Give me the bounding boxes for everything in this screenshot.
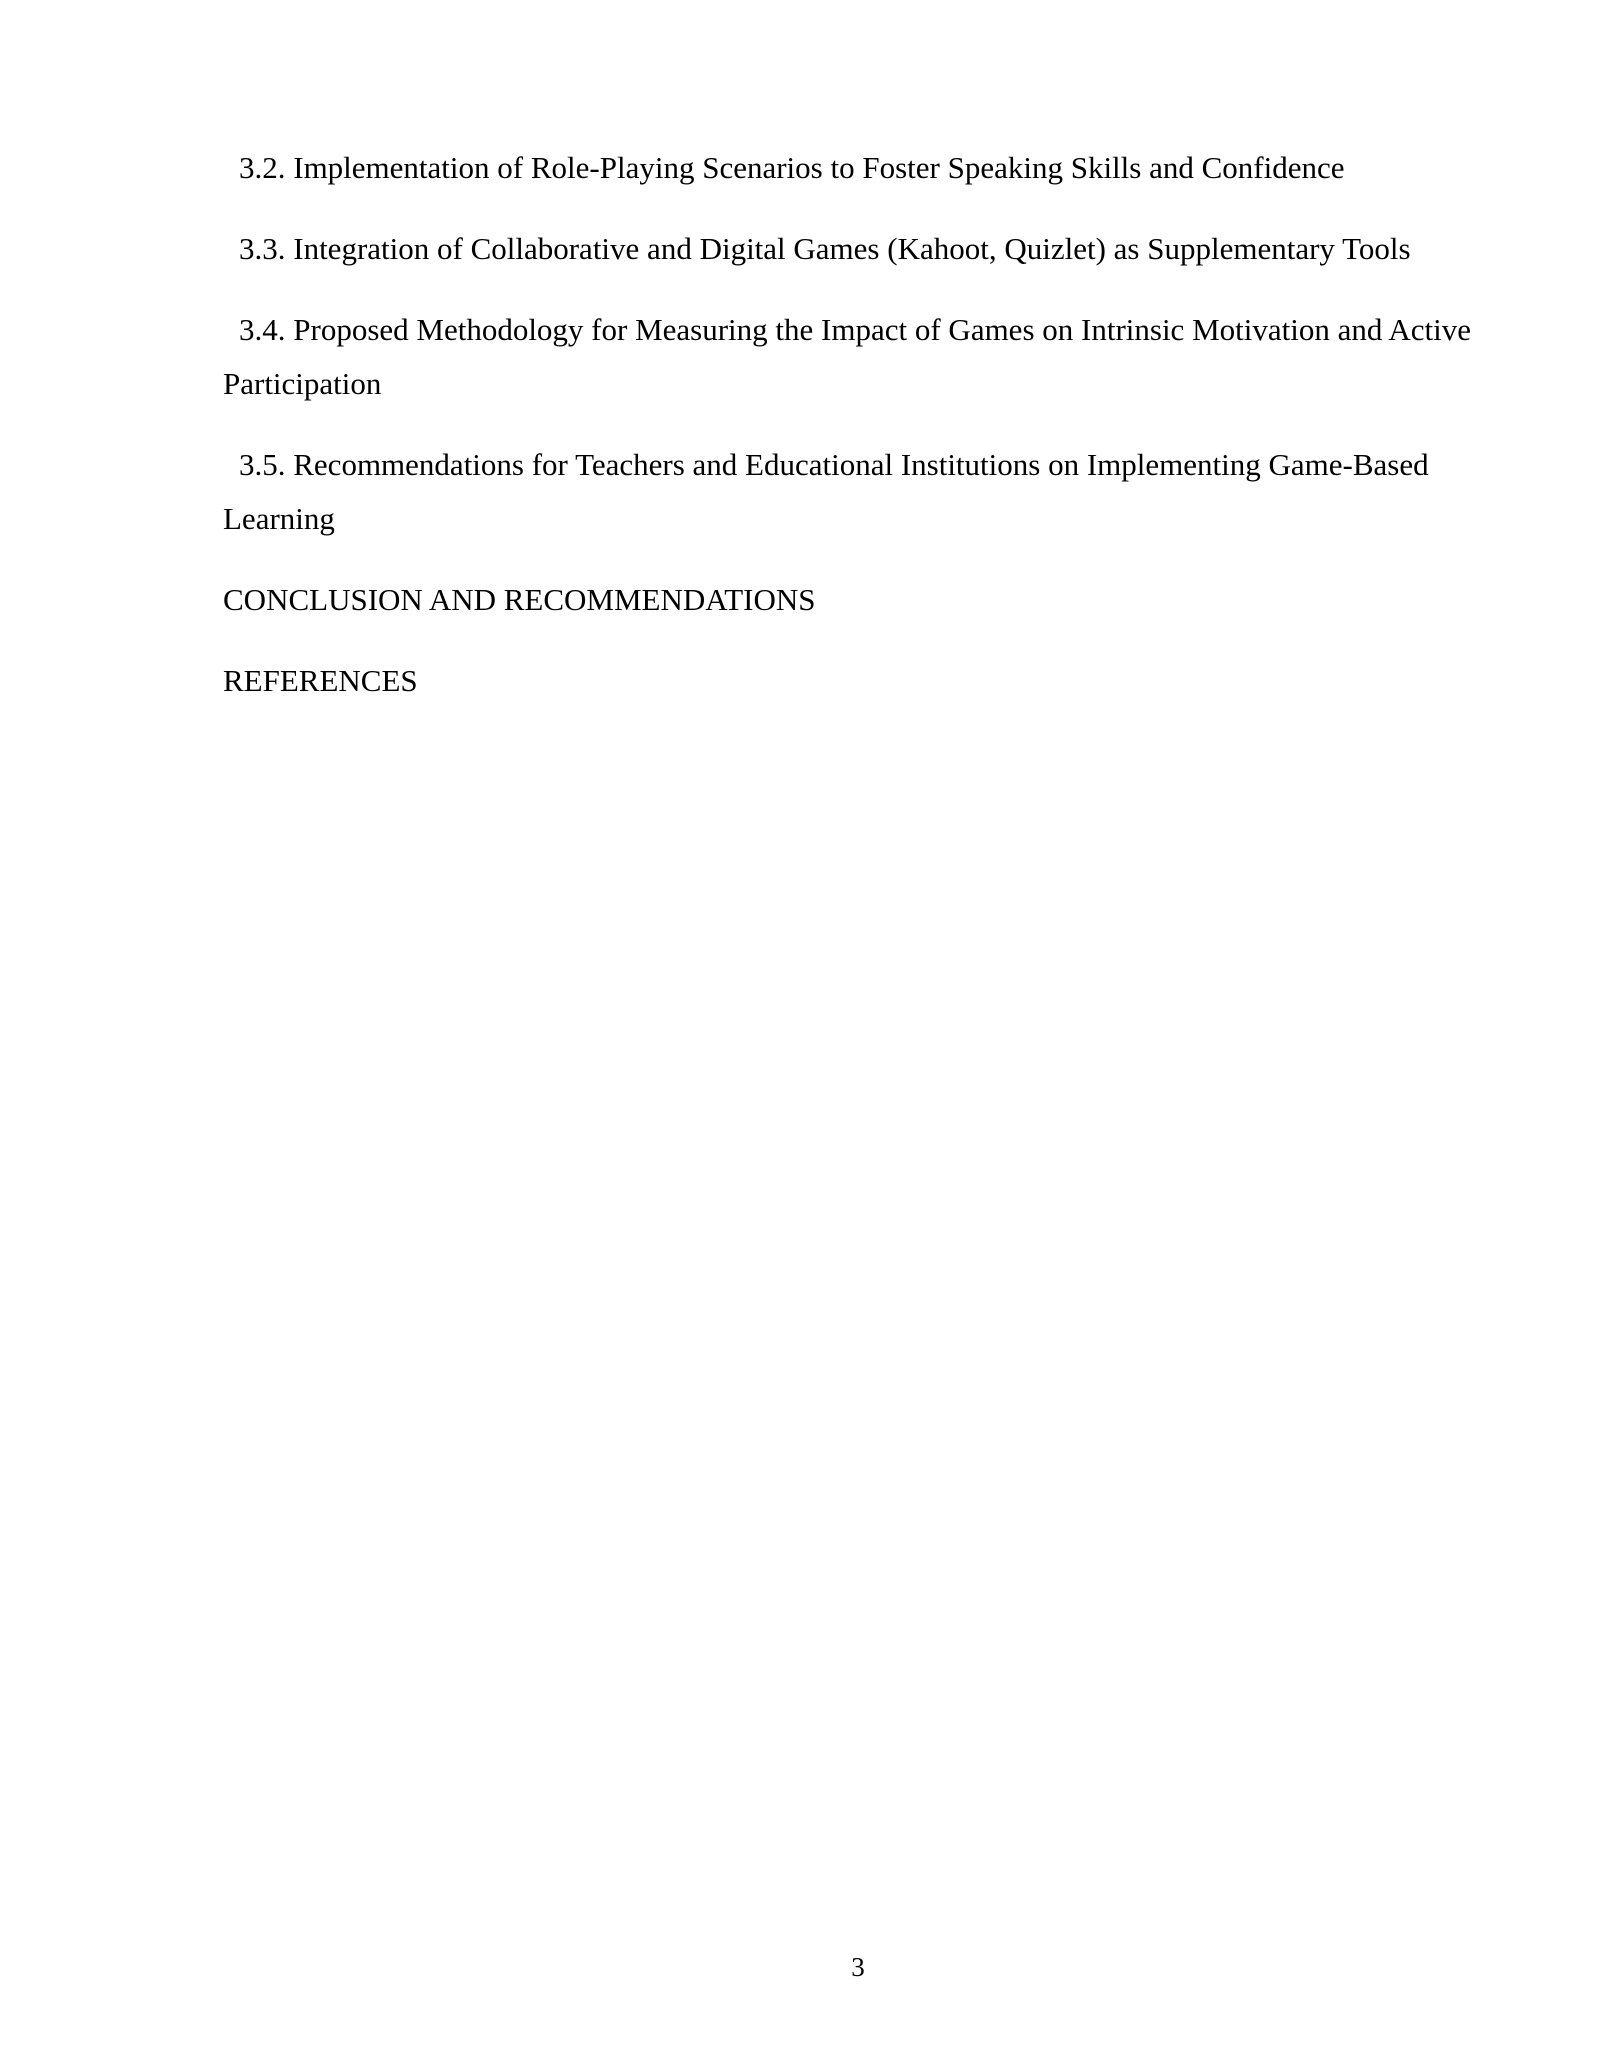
toc-entry-references: REFERENCES xyxy=(223,663,418,698)
toc-entry-3-5: 3.5. Recommendations for Teachers and Educational Institutions on Implementing Game-Based Learning xyxy=(223,447,1429,536)
toc-entry-3-2: 3.2. Implementation of Role-Playing Scenarios to Foster Speaking Skills and Confidence xyxy=(239,150,1345,185)
toc-entry-conclusion: CONCLUSION AND RECOMMENDATIONS xyxy=(223,582,816,617)
toc-entry-3-3: 3.3. Integration of Collaborative and Digital Games (Kahoot, Quizlet) as Supplementary Tools xyxy=(239,231,1411,266)
toc-entry-3-4: 3.4. Proposed Methodology for Measuring the Impact of Games on Intrinsic Motivation and Active Participation xyxy=(223,312,1472,401)
table-of-contents xyxy=(223,141,1503,735)
page-number: 3 xyxy=(851,1952,865,1982)
